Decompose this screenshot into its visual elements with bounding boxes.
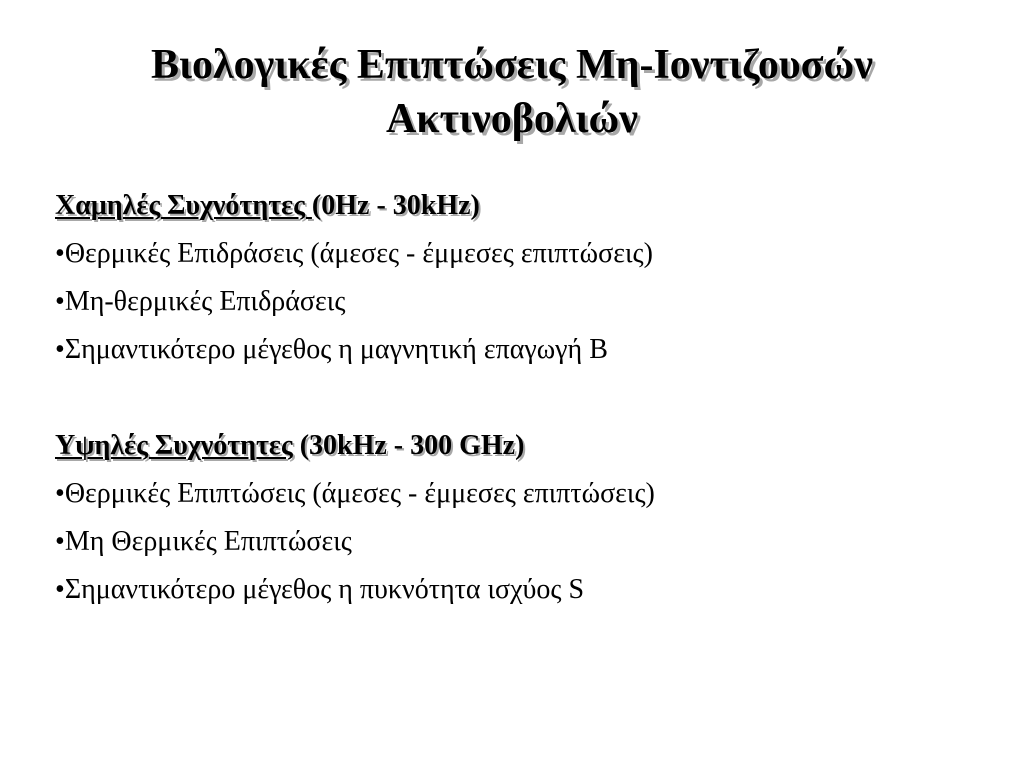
bullet-text: Σημαντικότερο μέγεθος η μαγνητική επαγωγή B	[64, 334, 608, 365]
bullet-item	[55, 518, 995, 566]
bullet-marker: •	[55, 478, 65, 509]
bullet-marker: •	[55, 238, 65, 269]
section-heading-underlined: Χαμηλές Συχνότητες	[55, 190, 312, 221]
bullet-item	[55, 230, 995, 278]
bullet-item	[55, 566, 995, 614]
bullet-text: Σημαντικότερο μέγεθος η πυκνότητα ισχύος S	[64, 574, 585, 605]
section-heading	[55, 182, 995, 230]
bullet-marker: •	[55, 334, 65, 365]
bullet-text: Θερμικές Επιδράσεις (άμεσες - έμμεσες επιπτώσεις)	[64, 238, 653, 269]
section-low-frequencies	[55, 182, 995, 374]
section-heading	[55, 422, 995, 470]
bullet-item	[55, 326, 995, 374]
bullet-text: Μη Θερμικές Επιπτώσεις	[64, 526, 352, 557]
section-spacer	[55, 374, 995, 422]
slide-title	[60, 38, 964, 146]
section-heading-range: (30kHz - 300 GHz)	[292, 430, 525, 461]
bullet-item	[55, 470, 995, 518]
section-heading-underlined: Υψηλές Συχνότητες	[55, 430, 293, 461]
section-heading-range: (0Hz - 30kHz)	[311, 190, 480, 221]
bullet-text: Μη-θερμικές Επιδράσεις	[64, 286, 346, 317]
bullet-marker: •	[55, 286, 65, 317]
section-high-frequencies	[55, 422, 995, 614]
title-line-2: Ακτινοβολιών	[385, 96, 639, 142]
bullet-item	[55, 278, 995, 326]
bullet-marker: •	[55, 574, 65, 605]
bullet-marker: •	[55, 526, 65, 557]
bullet-text: Θερμικές Επιπτώσεις (άμεσες - έμμεσες επιπτώσεις)	[64, 478, 655, 509]
slide-body	[55, 182, 995, 614]
title-line-1: Βιολογικές Επιπτώσεις Μη-Ιοντιζουσών	[151, 42, 873, 88]
